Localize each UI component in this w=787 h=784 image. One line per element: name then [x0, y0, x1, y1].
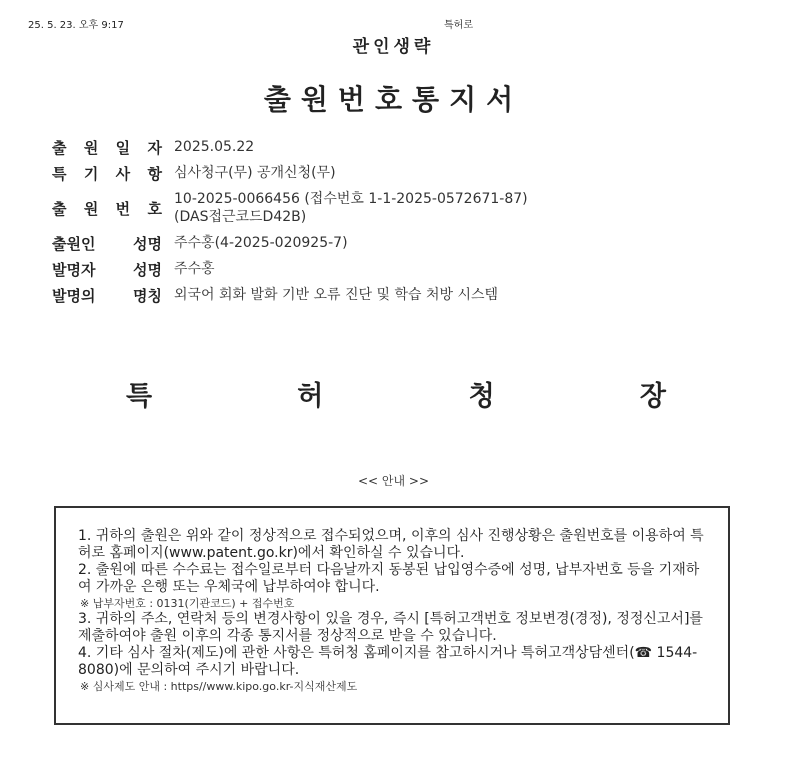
guide-item-2: 2. 출원에 따른 수수료는 접수일로부터 다음날까지 동봉된 납입영수증에 성명, 납부자번호 등을 기재하여 가까운 은행 또는 우체국에 납부하여야 합니다.	[78, 562, 700, 595]
issuer-char-4: 장	[639, 381, 666, 412]
issuer-char-1: 특	[126, 381, 153, 412]
guide-item-3: 3. 귀하의 주소, 연락처 등의 변경사항이 있을 경우, 즉시 [특허고객번호 정보변경(경정), 정정신고서]를 제출하여야 출원 이후의 각종 통지서를 정상적으로 받을 수 있습니다.	[78, 611, 703, 644]
info-row-application-number	[52, 186, 732, 230]
inventor-value: 주수홍	[174, 261, 215, 277]
issuer-char-2: 허	[297, 381, 324, 412]
guide-box	[54, 506, 730, 725]
filing-date-label: 출 원 일 자	[52, 138, 162, 157]
das-access-code: (DAS접근코드D42B)	[174, 209, 307, 225]
applicant-label: 출원인 성명	[52, 234, 162, 253]
guide-note-payer-number: ※ 납부자번호 : 0131(기관코드) + 접수번호	[80, 597, 295, 610]
info-row-filing-date	[52, 134, 732, 160]
inventor-label: 발명자 성명	[52, 260, 162, 279]
guide-item-4: 4. 기타 심사 절차(제도)에 관한 사항은 특허청 홈페이지를 참고하시거나 특허고객상담센터(☎ 1544-8080)에 문의하여 주시기 바랍니다.	[78, 645, 698, 678]
invention-title-label: 발명의 명칭	[52, 286, 162, 305]
application-number-label: 출 원 번 호	[52, 199, 162, 218]
special-notes-label: 특 기 사 항	[52, 164, 162, 183]
application-info-table	[52, 134, 732, 308]
invention-title-value: 외국어 회화 발화 기반 오류 진단 및 학습 처방 시스템	[174, 287, 499, 303]
print-datetime: 25. 5. 23. 오후 9:17	[28, 20, 124, 31]
application-number-line1: 10-2025-0066456 (접수번호 1-1-2025-0572671-87)	[174, 191, 528, 207]
info-row-inventor	[52, 256, 732, 282]
application-number-value	[174, 186, 732, 230]
issuer-char-3: 청	[468, 381, 495, 412]
special-notes-value: 심사청구(무) 공개신청(무)	[174, 165, 336, 181]
guide-note-examination-system: ※ 심사제도 안내 : https//www.kipo.go.kr-지식재산제도	[80, 680, 358, 693]
guide-heading: << 안내 >>	[357, 474, 430, 488]
info-row-applicant	[52, 230, 732, 256]
seal-omitted-label: 관인생략	[352, 37, 435, 57]
filing-date-value: 2025.05.22	[174, 139, 255, 155]
info-row-special-notes	[52, 160, 732, 186]
document-title: 출원번호통지서	[263, 83, 524, 116]
issuer-signature	[126, 374, 666, 413]
guide-item-1: 1. 귀하의 출원은 위와 같이 정상적으로 접수되었으며, 이후의 심사 진행상황은 출원번호를 이용하여 특허로 홈페이지(www.patent.go.kr)에서 확인하실 수 있습니다.	[78, 528, 704, 561]
info-row-invention-title	[52, 282, 732, 308]
print-site-name: 특허로	[444, 20, 473, 31]
applicant-value: 주수홍(4-2025-020925-7)	[174, 235, 348, 251]
